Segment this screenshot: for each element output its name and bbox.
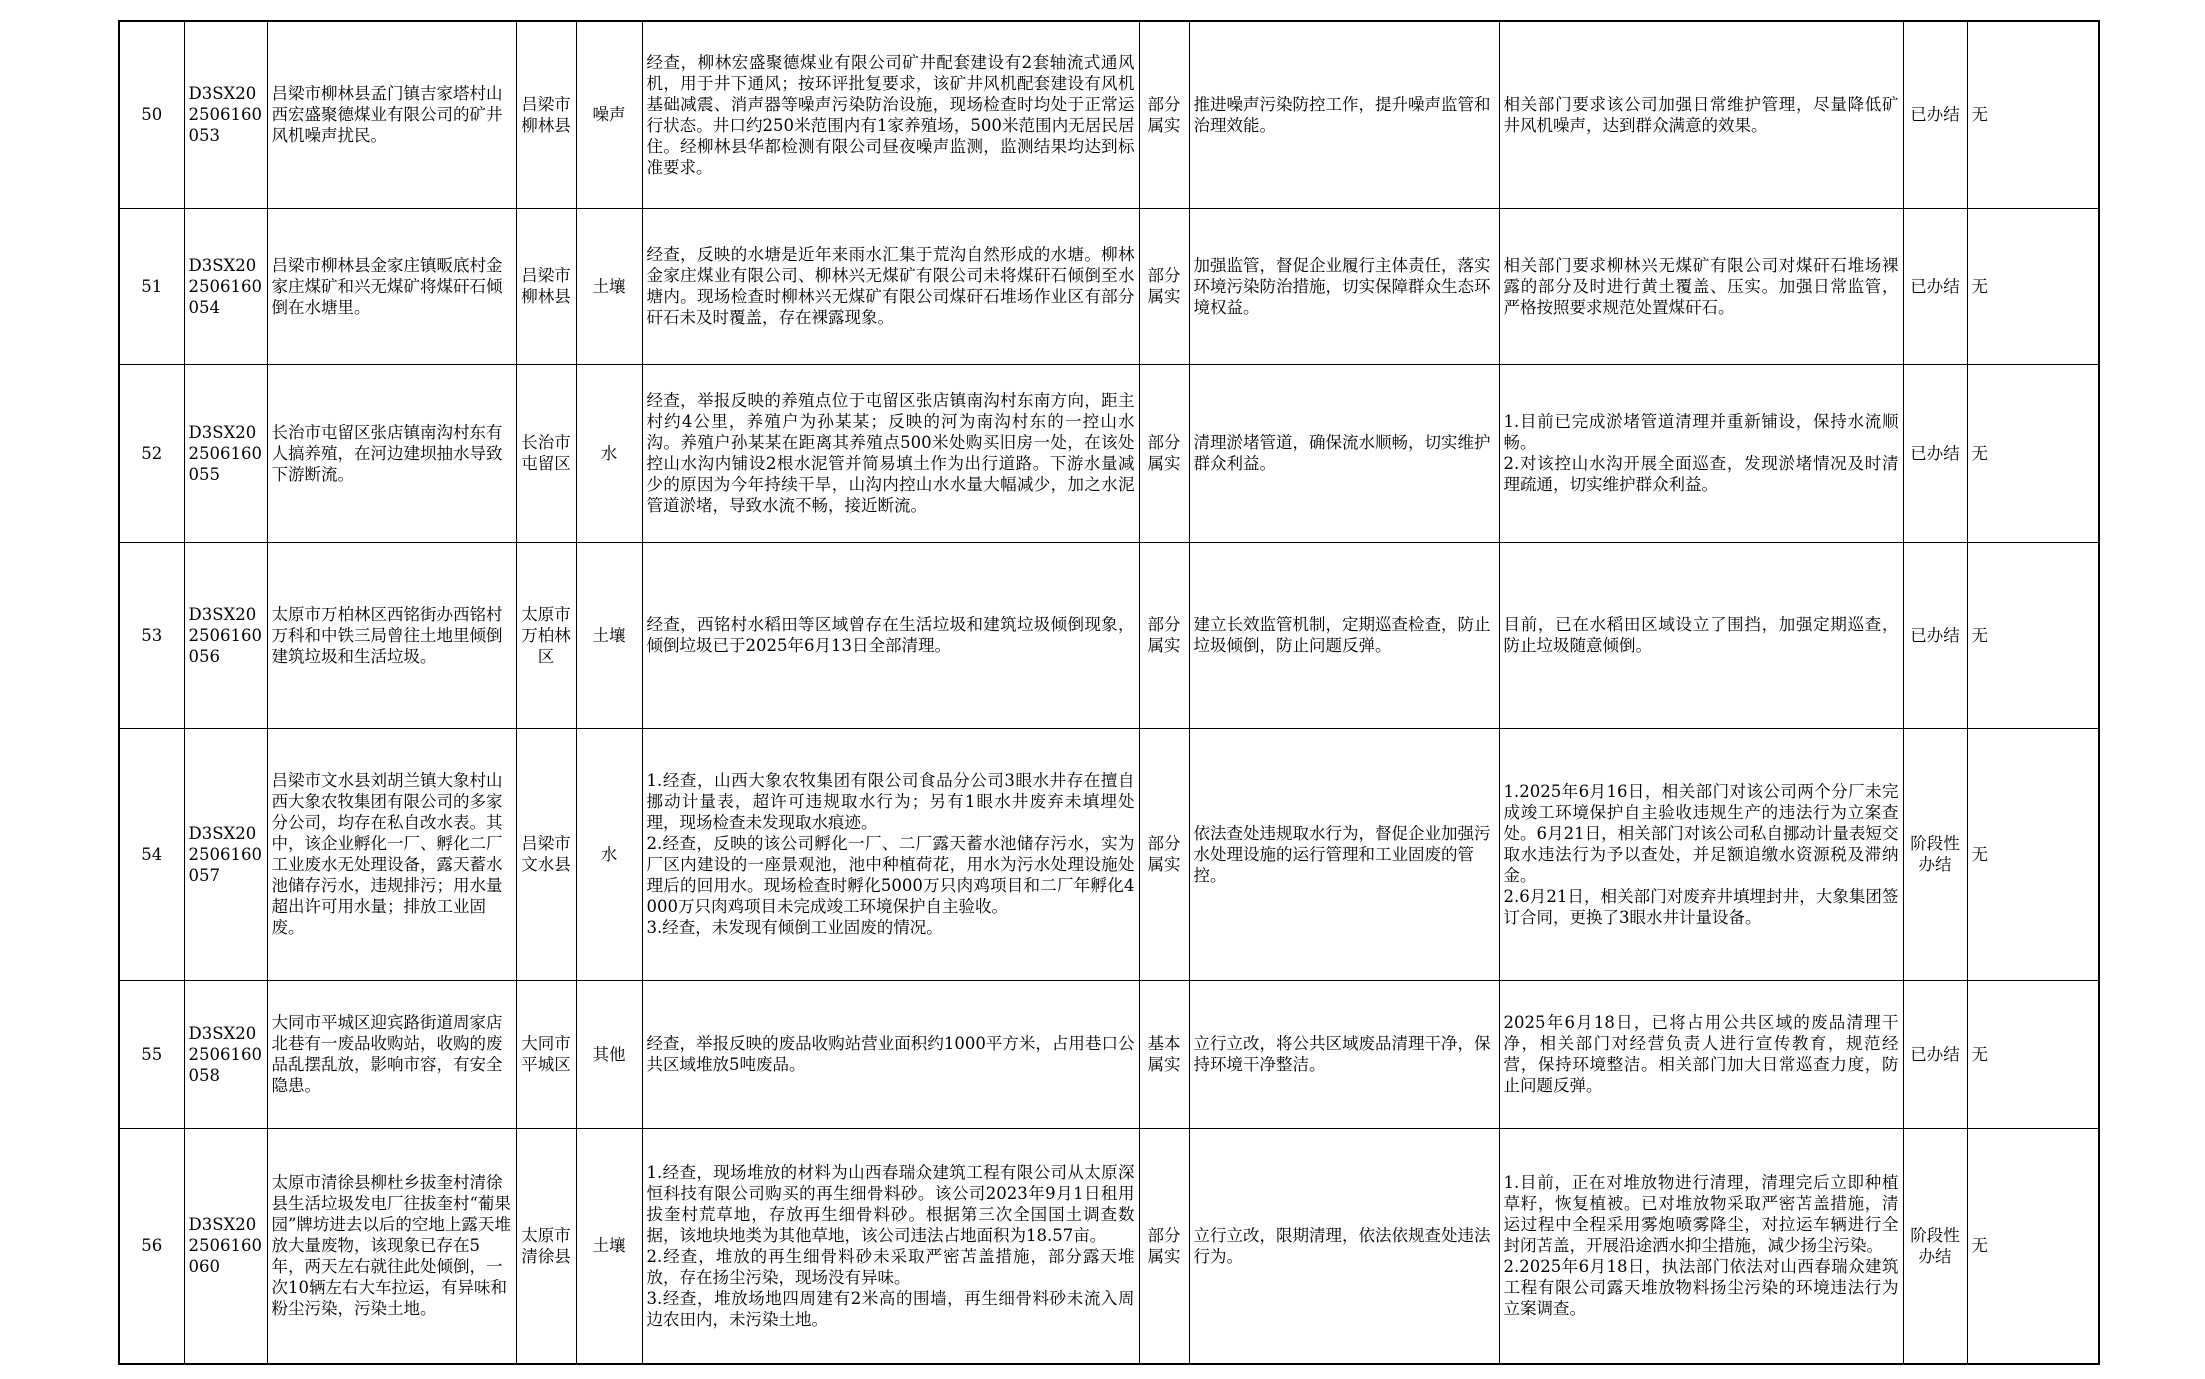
pollution-type: 土壤 <box>576 542 642 728</box>
row-number: 53 <box>119 542 184 728</box>
row-number: 51 <box>119 208 184 364</box>
pollution-type: 其他 <box>576 980 642 1128</box>
verdict: 部分属实 <box>1139 728 1189 980</box>
result-line: 1.目前，正在对堆放物进行清理，清理完后立即种植草籽，恢复植被。已对堆放物采取严密苫盖措施，清运过程中全程采用雾炮喷雾降尘，对拉运车辆进行全封闭苫盖，开展沿途洒水抑尘措施，减少扬尘污染。 <box>1503 1173 1899 1256</box>
case-id: D3SX202506160058 <box>184 980 267 1128</box>
investigation-finding: 经查，柳林宏盛聚德煤业有限公司矿井配套建设有2套轴流式通风机，用于井下通风；按环评批复要求，该矿井风机配套建设有风机基础减震、消声器等噪声污染防治设施，现场检查时均处于正常运行状态。井口约250米范围内有1家养殖场，500米范围内无居民居住。经柳林县华都检测有限公司昼夜噪声监测，监测结果均达到标准要求。 <box>642 21 1139 208</box>
investigation-finding <box>642 728 1139 980</box>
row-number: 54 <box>119 728 184 980</box>
result-line: 目前，已在水稻田区域设立了围挡，加强定期巡查，防止垃圾随意倾倒。 <box>1503 615 1899 655</box>
accountability: 无 <box>1967 980 2099 1128</box>
handling-result <box>1499 980 1903 1128</box>
complaint-content: 吕梁市柳林县孟门镇吉家塔村山西宏盛聚德煤业有限公司的矿井风机噪声扰民。 <box>267 21 516 208</box>
case-id: D3SX202506160054 <box>184 208 267 364</box>
investigation-finding: 经查，举报反映的废品收购站营业面积约1000平方米，占用巷口公共区域堆放5吨废品。 <box>642 980 1139 1128</box>
handling-result <box>1499 208 1903 364</box>
handling-measures: 推进噪声污染防控工作，提升噪声监管和治理效能。 <box>1189 21 1499 208</box>
table-row <box>119 364 2099 542</box>
investigation-finding <box>642 1128 1139 1364</box>
status: 阶段性办结 <box>1903 728 1967 980</box>
result-line: 2.2025年6月18日，执法部门依法对山西春瑞众建筑工程有限公司露天堆放物料扬尘污染的环境违法行为立案调查。 <box>1503 1257 1899 1319</box>
handling-result <box>1499 21 1903 208</box>
case-id: D3SX202506160060 <box>184 1128 267 1364</box>
status: 已办结 <box>1903 542 1967 728</box>
region: 太原市万柏林区 <box>516 542 576 728</box>
region: 吕梁市柳林县 <box>516 21 576 208</box>
verdict: 部分属实 <box>1139 208 1189 364</box>
status: 已办结 <box>1903 364 1967 542</box>
accountability: 无 <box>1967 364 2099 542</box>
handling-result <box>1499 728 1903 980</box>
complaint-content: 吕梁市文水县刘胡兰镇大象村山西大象农牧集团有限公司的多家分公司，均存在私自改水表。其中，该企业孵化一厂、孵化二厂工业废水无处理设备，露天蓄水池储存污水，违规排污；用水量超出许可用水量；排放工业固废。 <box>267 728 516 980</box>
pollution-type: 土壤 <box>576 1128 642 1364</box>
finding-line: 3.经查，未发现有倾倒工业固废的情况。 <box>646 918 943 937</box>
row-number: 56 <box>119 1128 184 1364</box>
pollution-type: 水 <box>576 728 642 980</box>
finding-line: 1.经查，山西大象农牧集团有限公司食品分公司3眼水井存在擅自挪动计量表，超许可违规取水行为；另有1眼水井废弃未填埋处理，现场检查未发现取水痕迹。 <box>646 771 1135 832</box>
complaint-content: 太原市清徐县柳杜乡拔奎村清徐县生活垃圾发电厂往拔奎村“葡果园”牌坊进去以后的空地上露天堆放大量废物，该现象已存在5年，两天左右就往此处倾倒，一次10辆左右大车拉运，有异味和粉尘污染，污染土地。 <box>267 1128 516 1364</box>
table-row <box>119 728 2099 980</box>
pollution-type: 土壤 <box>576 208 642 364</box>
complaint-content: 太原市万柏林区西铭街办西铭村万科和中铁三局曾往土地里倾倒建筑垃圾和生活垃圾。 <box>267 542 516 728</box>
region: 长治市屯留区 <box>516 364 576 542</box>
table-row <box>119 208 2099 364</box>
verdict: 基本属实 <box>1139 980 1189 1128</box>
handling-result <box>1499 364 1903 542</box>
complaints-table <box>118 20 2100 1365</box>
complaint-content: 吕梁市柳林县金家庄镇畈底村金家庄煤矿和兴无煤矿将煤矸石倾倒在水塘里。 <box>267 208 516 364</box>
case-id: D3SX202506160055 <box>184 364 267 542</box>
complaint-content: 长治市屯留区张店镇南沟村东有人搞养殖，在河边建坝抽水导致下游断流。 <box>267 364 516 542</box>
handling-measures: 建立长效监管机制，定期巡查检查，防止垃圾倾倒，防止问题反弹。 <box>1189 542 1499 728</box>
complaint-content: 大同市平城区迎宾路街道周家店北巷有一废品收购站，收购的废品乱摆乱放，影响市容，有安全隐患。 <box>267 980 516 1128</box>
table-row <box>119 21 2099 208</box>
verdict: 部分属实 <box>1139 21 1189 208</box>
accountability: 无 <box>1967 208 2099 364</box>
accountability: 无 <box>1967 1128 2099 1364</box>
verdict: 部分属实 <box>1139 364 1189 542</box>
status: 阶段性办结 <box>1903 1128 1967 1364</box>
accountability: 无 <box>1967 542 2099 728</box>
status: 已办结 <box>1903 980 1967 1128</box>
result-line: 1.目前已完成淤堵管道清理并重新铺设，保持水流顺畅。 <box>1503 412 1899 452</box>
region: 大同市平城区 <box>516 980 576 1128</box>
investigation-finding: 经查，反映的水塘是近年来雨水汇集于荒沟自然形成的水塘。柳林金家庄煤业有限公司、柳林兴无煤矿有限公司未将煤矸石倾倒至水塘内。现场检查时柳林兴无煤矿有限公司煤矸石堆场作业区有部分矸石未及时覆盖，存在裸露现象。 <box>642 208 1139 364</box>
result-line: 相关部门要求柳林兴无煤矿有限公司对煤矸石堆场裸露的部分及时进行黄土覆盖、压实。加强日常监管，严格按照要求规范处置煤矸石。 <box>1503 255 1899 317</box>
handling-measures: 加强监管，督促企业履行主体责任，落实环境污染防治措施，切实保障群众生态环境权益。 <box>1189 208 1499 364</box>
case-id: D3SX202506160057 <box>184 728 267 980</box>
result-line: 2025年6月18日，已将占用公共区域的废品清理干净，相关部门对经营负责人进行宣传教育，规范经营，保持环境整洁。相关部门加大日常巡查力度，防止问题反弹。 <box>1503 1013 1899 1095</box>
finding-line: 3.经查，堆放场地四周建有2米高的围墙，再生细骨料砂未流入周边农田内，未污染土地。 <box>646 1288 1135 1329</box>
result-line: 2.对该控山水沟开展全面巡查，发现淤堵情况及时清理疏通，切实维护群众利益。 <box>1503 454 1899 494</box>
status: 已办结 <box>1903 21 1967 208</box>
status: 已办结 <box>1903 208 1967 364</box>
region: 太原市清徐县 <box>516 1128 576 1364</box>
investigation-finding: 经查，举报反映的养殖点位于屯留区张店镇南沟村东南方向，距主村约4公里，养殖户为孙某某；反映的河为南沟村东的一控山水沟。养殖户孙某某在距离其养殖点500米处购买旧房一处，在该处控山水沟内铺设2根水泥管并简易填土作为出行道路。下游水量减少的原因为今年持续干旱，山沟内控山水水量大幅减少，加之水泥管道淤堵，导致水流不畅，接近断流。 <box>642 364 1139 542</box>
row-number: 50 <box>119 21 184 208</box>
result-line: 相关部门要求该公司加强日常维护管理，尽量降低矿井风机噪声，达到群众满意的效果。 <box>1503 94 1899 135</box>
handling-measures: 立行立改，将公共区域废品清理干净，保持环境干净整洁。 <box>1189 980 1499 1128</box>
accountability: 无 <box>1967 21 2099 208</box>
table-row <box>119 542 2099 728</box>
pollution-type: 噪声 <box>576 21 642 208</box>
handling-measures: 依法查处违规取水行为，督促企业加强污水处理设施的运行管理和工业固废的管控。 <box>1189 728 1499 980</box>
table-row <box>119 980 2099 1128</box>
table-row <box>119 1128 2099 1364</box>
row-number: 55 <box>119 980 184 1128</box>
row-number: 52 <box>119 364 184 542</box>
verdict: 部分属实 <box>1139 1128 1189 1364</box>
verdict: 部分属实 <box>1139 542 1189 728</box>
handling-result <box>1499 1128 1903 1364</box>
case-id: D3SX202506160056 <box>184 542 267 728</box>
result-line: 1.2025年6月16日，相关部门对该公司两个分厂未完成竣工环境保护自主验收违规生产的违法行为立案查处。6月21日，相关部门对该公司私自挪动计量表短交取水违法行为予以查处，并足额追缴水资源税及滞纳金。 <box>1503 781 1899 885</box>
finding-line: 1.经查，现场堆放的材料为山西春瑞众建筑工程有限公司从太原深恒科技有限公司购买的再生细骨料砂。该公司2023年9月1日租用拔奎村荒草地，存放再生细骨料砂。根据第三次全国国土调查数据，该地块地类为其他草地，该公司违法占地面积为18.57亩。 <box>646 1162 1135 1245</box>
result-line: 2.6月21日，相关部门对废弃井填埋封井，大象集团签订合同，更换了3眼水井计量设备。 <box>1503 886 1899 927</box>
region: 吕梁市文水县 <box>516 728 576 980</box>
handling-measures: 立行立改，限期清理，依法依规查处违法行为。 <box>1189 1128 1499 1364</box>
finding-line: 2.经查，堆放的再生细骨料砂未采取严密苫盖措施，部分露天堆放，存在扬尘污染，现场没有异味。 <box>646 1246 1135 1287</box>
case-id: D3SX202506160053 <box>184 21 267 208</box>
handling-measures: 清理淤堵管道，确保流水顺畅，切实维护群众利益。 <box>1189 364 1499 542</box>
region: 吕梁市柳林县 <box>516 208 576 364</box>
handling-result <box>1499 542 1903 728</box>
accountability: 无 <box>1967 728 2099 980</box>
investigation-finding: 经查，西铭村水稻田等区域曾存在生活垃圾和建筑垃圾倾倒现象，倾倒垃圾已于2025年6月13日全部清理。 <box>642 542 1139 728</box>
finding-line: 2.经查，反映的该公司孵化一厂、二厂露天蓄水池储存污水，实为厂区内建设的一座景观池，池中种植荷花，用水为污水处理设施处理后的回用水。现场检查时孵化5000万只肉鸡项目和二厂年孵化4000万只肉鸡项目未完成竣工环境保护自主验收。 <box>646 834 1135 916</box>
pollution-type: 水 <box>576 364 642 542</box>
